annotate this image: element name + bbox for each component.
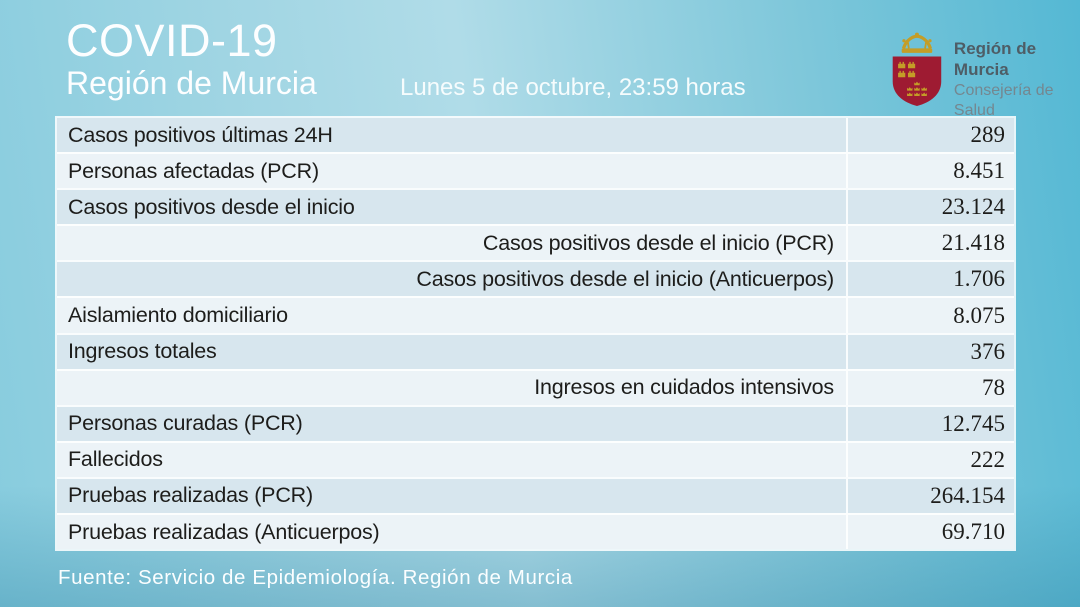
table-row	[57, 477, 1014, 513]
row-label: Pruebas realizadas (Anticuerpos)	[68, 519, 380, 544]
row-label: Fallecidos	[68, 447, 163, 472]
row-label: Casos positivos desde el inicio (Anticuerpos)	[416, 266, 834, 291]
row-value: 21.418	[846, 226, 1014, 260]
row-value: 1.706	[846, 262, 1014, 296]
table-row	[57, 441, 1014, 477]
row-label: Personas curadas (PCR)	[68, 411, 303, 436]
row-value: 264.154	[846, 479, 1014, 513]
report-datetime: Lunes 5 de octubre, 23:59 horas	[400, 74, 746, 101]
logo-text	[954, 38, 1080, 121]
logo-org: Región de Murcia	[953, 39, 1037, 80]
row-label: Ingresos en cuidados intensivos	[534, 375, 834, 400]
row-label: Personas afectadas (PCR)	[68, 158, 319, 183]
table-row	[57, 260, 1014, 296]
row-value: 8.075	[846, 298, 1014, 332]
row-label: Pruebas realizadas (PCR)	[68, 483, 313, 508]
row-value: 376	[846, 335, 1014, 369]
row-value: 289	[846, 118, 1014, 152]
crown-icon	[902, 33, 933, 53]
row-label: Aislamiento domiciliario	[68, 303, 288, 328]
row-value: 222	[846, 443, 1014, 477]
title-block	[66, 15, 317, 101]
shield-icon	[893, 57, 942, 106]
table-row	[57, 405, 1014, 441]
table-row	[57, 118, 1014, 152]
table-row	[57, 152, 1014, 188]
covid-stats-table	[55, 116, 1016, 551]
page-subtitle: Región de Murcia	[66, 65, 317, 101]
row-label: Casos positivos últimas 24H	[68, 122, 333, 147]
row-value: 69.710	[846, 515, 1014, 549]
table-row	[57, 188, 1014, 224]
table-row	[57, 369, 1014, 405]
page-title: COVID-19	[66, 15, 278, 66]
table-row	[57, 333, 1014, 369]
row-label: Ingresos totales	[68, 339, 217, 364]
row-value: 23.124	[846, 190, 1014, 224]
table-row	[57, 296, 1014, 332]
row-value: 78	[846, 371, 1014, 405]
row-value: 8.451	[846, 154, 1014, 188]
murcia-logo	[890, 20, 1080, 121]
coat-of-arms-icon	[890, 27, 944, 113]
row-label: Casos positivos desde el inicio	[68, 194, 355, 219]
row-value: 12.745	[846, 407, 1014, 441]
logo-dept: Consejería de Salud	[953, 81, 1054, 119]
table-row	[57, 513, 1014, 549]
row-label: Casos positivos desde el inicio (PCR)	[482, 230, 834, 255]
table-row	[57, 224, 1014, 260]
source-note: Fuente: Servicio de Epidemiología. Región de Murcia	[58, 566, 573, 589]
